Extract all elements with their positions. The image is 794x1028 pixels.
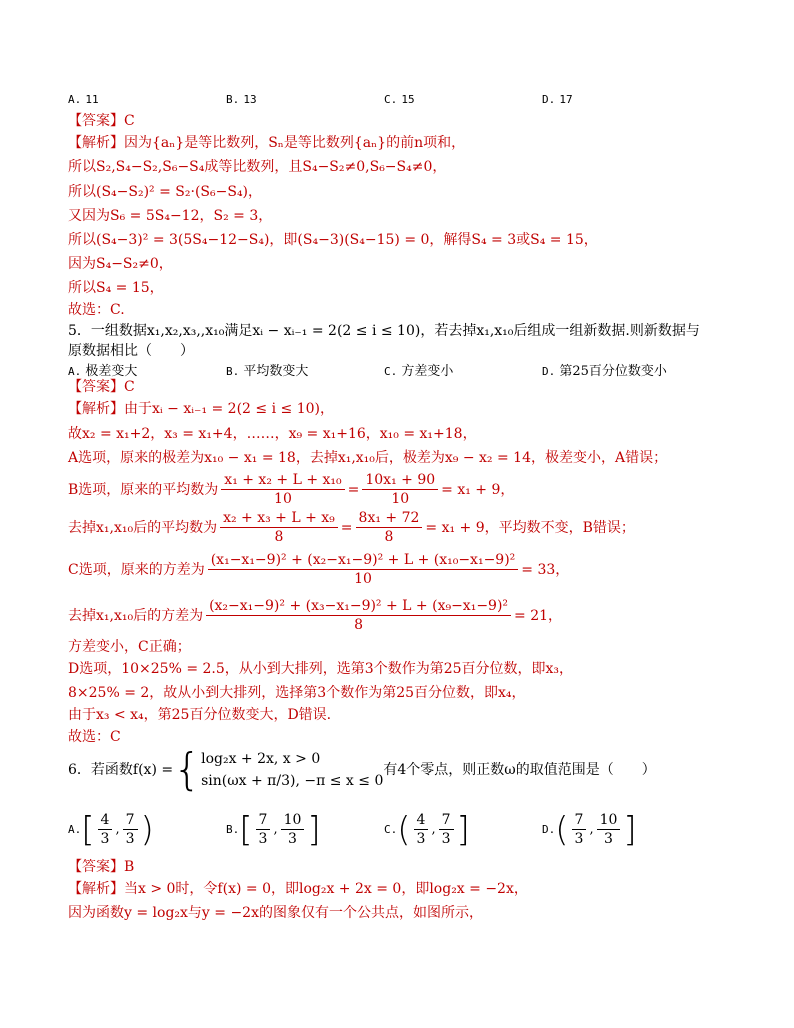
fraction: $\frac{\text{x₁ + x₂ + L + x₁₀}}{10}$ xyxy=(221,472,344,507)
q5-option-d: D. 第25百分位数变小 xyxy=(542,364,667,379)
q5-stem-1: 5．一组数据x₁,x₂,x₃,,x₁₀满足xᵢ − xᵢ₋₁ = 2(2 ≤ i ≤ 10)，若去掉x₁,x₁₀后组成一组新数据.则新数据与 xyxy=(68,323,700,339)
q6-option-c: C. ( $\frac{4}{3}$ , $\frac{7}{3}$ ] xyxy=(384,809,470,850)
q4-analysis-line-1: 【解析】因为{aₙ}是等比数列，Sₙ是等比数列{aₙ}的前n项和， xyxy=(68,135,466,151)
q5-variance-original: C选项，原来的方差为 $\frac{\text{(x₁−x₁−9)² + (x₂−x₁−9)² + L + (x₁₀−x₁−9)²}}{10}$ = 33， xyxy=(68,552,570,587)
q6-stem: 6．若函数f(x) = { log₂x + 2x, x > 0 sin(ωx + π/3), −π ≤ x ≤ 0 有4个零点，则正数ω的取值范围是（ ） xyxy=(68,744,656,795)
q4-option-d: D. 17 xyxy=(542,93,573,106)
q6-option-b: B. [ $\frac{7}{3}$ , $\frac{10}{3}$ ] xyxy=(226,809,321,850)
fraction: $\frac{\text{8x₁ + 72}}{8}$ xyxy=(356,510,423,545)
q4-analysis-line-7: 所以S₄ = 15， xyxy=(68,280,164,296)
q4-option-a: A. 11 xyxy=(68,93,99,106)
q4-option-c: C. 15 xyxy=(384,93,415,106)
piecewise-function: { log₂x + 2x, x > 0 sin(ωx + π/3), −π ≤ x ≤ 0 xyxy=(173,744,384,795)
q5-d-line-3: 由于x₃ < x₄，第25百分位数变大，D错误. xyxy=(68,707,332,723)
q5-choose: 故选：C xyxy=(68,729,121,745)
fraction: $\frac{\text{(x₂−x₁−9)² + (x₃−x₁−9)² + L + (x₉−x₁−9)²}}{8}$ xyxy=(206,598,511,633)
q5-analysis-line-1: 【解析】由于xᵢ − xᵢ₋₁ = 2(2 ≤ i ≤ 10)， xyxy=(68,401,334,417)
q4-analysis-line-6: 因为S₄−S₂≠0， xyxy=(68,256,173,272)
fraction: $\frac{\text{x₂ + x₃ + L + x₉}}{8}$ xyxy=(220,510,338,545)
fraction: $\frac{\text{(x₁−x₁−9)² + (x₂−x₁−9)² + L + (x₁₀−x₁−9)²}}{10}$ xyxy=(208,552,519,587)
q5-d-line-1: D选项，10×25% = 2.5，从小到大排列，选第3个数作为第25百分位数，即x₃， xyxy=(68,661,574,677)
q5-option-c: C. 方差变小 xyxy=(384,364,454,379)
q4-analysis-line-2: 所以S₂,S₄−S₂,S₆−S₄成等比数列，且S₄−S₂≠0,S₆−S₄≠0， xyxy=(68,159,447,175)
q6-option-a: A. [ $\frac{4}{3}$ , $\frac{7}{3}$ ) xyxy=(68,809,154,850)
q5-analysis-line-3: A选项，原来的极差为x₁₀ − x₁ = 18，去掉x₁,x₁₀后，极差为x₉ − x₂ = 14，极差变小，A错误； xyxy=(68,450,668,466)
fraction: $\frac{\text{10x₁ + 90}}{10}$ xyxy=(362,472,438,507)
q4-answer: 【答案】C xyxy=(68,113,135,129)
q6-answer: 【答案】B xyxy=(68,859,135,875)
q4-analysis-line-4: 又因为S₆ = 5S₄−12，S₂ = 3， xyxy=(68,208,273,224)
q6-analysis-line-2: 因为函数y = log₂x与y = −2x的图象仅有一个公共点，如图所示， xyxy=(68,905,483,921)
left-brace-icon: { xyxy=(173,744,202,795)
q5-option-b: B. 平均数变大 xyxy=(226,364,309,379)
q5-answer: 【答案】C xyxy=(68,379,135,395)
q6-analysis-line-1: 【解析】当x > 0时，令f(x) = 0，即log₂x + 2x = 0，即log₂x = −2x， xyxy=(68,881,528,897)
q5-c-conclusion: 方差变小，C正确； xyxy=(68,639,191,655)
q4-option-b: B. 13 xyxy=(226,93,257,106)
q4-choose: 故选：C. xyxy=(68,302,125,318)
q5-d-line-2: 8×25% = 2，故从小到大排列，选择第3个数作为第25百分位数，即x₄， xyxy=(68,685,526,701)
q5-mean-original: B选项，原来的平均数为 $\frac{\text{x₁ + x₂ + L + x₁₀}}{10}$ = $\frac{\text{10x₁ + 90}}{10}$ = x₁ + 9， xyxy=(68,472,515,507)
q5-option-a: A. 极差变大 xyxy=(68,364,138,379)
q5-mean-new: 去掉x₁,x₁₀后的平均数为 $\frac{\text{x₂ + x₃ + L + x₉}}{8}$ = $\frac{\text{8x₁ + 72}}{8}$ = x₁ + 9，平均数不变，B错误； xyxy=(68,510,635,545)
q5-stem-2: 原数据相比（ ） xyxy=(68,343,194,359)
q5-analysis-line-2: 故x₂ = x₁+2，x₃ = x₁+4，……，x₉ = x₁+16，x₁₀ = x₁+18， xyxy=(68,426,477,442)
q5-variance-new: 去掉x₁,x₁₀后的方差为 $\frac{\text{(x₂−x₁−9)² + (x₃−x₁−9)² + L + (x₉−x₁−9)²}}{8}$ = 21， xyxy=(68,598,563,633)
q4-analysis-line-5: 所以(S₄−3)² = 3(5S₄−12−S₄)，即(S₄−3)(S₄−15) = 0，解得S₄ = 3或S₄ = 15， xyxy=(68,232,598,248)
q4-analysis-line-3: 所以(S₄−S₂)² = S₂·(S₆−S₄)， xyxy=(68,184,263,200)
q6-option-d: D. ( $\frac{7}{3}$ , $\frac{10}{3}$ ] xyxy=(542,809,637,850)
